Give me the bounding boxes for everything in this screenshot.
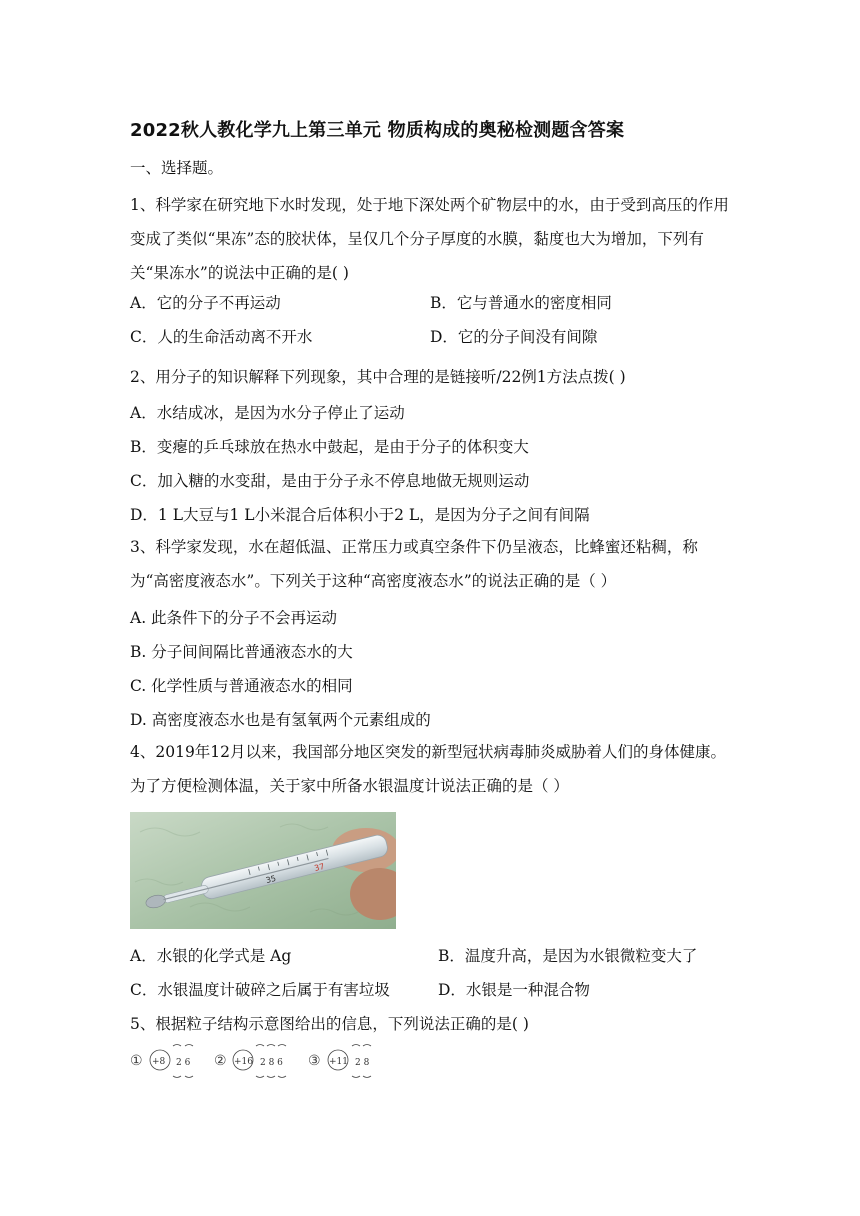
question-3-option-c: C. 化学性质与普通液态水的相同 <box>130 677 353 695</box>
atom-3-nucleus: +11 <box>329 1057 348 1067</box>
document-title: 2022秋人教化学九上第三单元 物质构成的奥秘检测题含答案 <box>130 120 625 141</box>
question-4-options-row-1 <box>130 944 730 966</box>
question-4-options-row-2 <box>130 978 730 1000</box>
question-4-option-c: C．水银温度计破碎之后属于有害垃圾 <box>130 981 390 999</box>
question-2-text: 2、用分子的知识解释下列现象，其中合理的是链接听/22例1方法点拨( ) <box>130 368 626 386</box>
question-1-option-a: A．它的分子不再运动 <box>130 294 281 312</box>
question-1-options-row-1 <box>130 291 730 313</box>
question-3-option-b: B. 分子间间隔比普通液态水的大 <box>130 643 353 661</box>
atom-diagram-3 <box>308 1045 371 1078</box>
atom-1-nucleus: +8 <box>152 1057 166 1067</box>
atom-1-label: ① <box>130 1053 143 1069</box>
atom-3-label: ③ <box>308 1053 321 1069</box>
question-3-option-a: A. 此条件下的分子不会再运动 <box>130 609 338 627</box>
question-3-option-d: D. 高密度液态水也是有氢氧两个元素组成的 <box>130 711 431 729</box>
atom-2-electrons: 2 8 6 <box>260 1058 283 1068</box>
section-heading: 一、选择题。 <box>130 159 224 177</box>
thermometer-label-35: 35 <box>264 873 277 886</box>
thermometer-label-37: 37 <box>313 861 326 873</box>
question-5-text: 5、根据粒子结构示意图给出的信息，下列说法正确的是( ) <box>130 1015 529 1033</box>
question-2-option-b: B．变瘪的乒乓球放在热水中鼓起，是由于分子的体积变大 <box>130 438 529 456</box>
question-4-option-d: D．水银是一种混合物 <box>438 981 590 999</box>
atom-1-electrons: 2 6 <box>176 1058 191 1068</box>
question-1-option-b: B．它与普通水的密度相同 <box>430 294 612 312</box>
question-1-option-d: D．它的分子间没有间隙 <box>430 328 598 346</box>
question-1-text: 1、科学家在研究地下水时发现，处于地下深处两个矿物层中的水，由于受到高压的作用变成了类似“果冻”态的胶状体，呈仅几个分子厚度的水膜，黏度也大为增加，下列有关“果冻水”的说法中正确的是( ) <box>130 196 729 282</box>
question-4-option-a: A．水银的化学式是 Ag <box>130 947 292 965</box>
atom-structure-diagrams <box>130 1040 390 1084</box>
thermometer-photo <box>130 812 396 929</box>
question-2-option-d: D．1 L大豆与1 L小米混合后体积小于2 L，是因为分子之间有间隔 <box>130 506 590 524</box>
question-2-option-a: A．水结成冰，是因为水分子停止了运动 <box>130 404 405 422</box>
question-3-text: 3、科学家发现，水在超低温、正常压力或真空条件下仍呈液态，比蜂蜜还粘稠，称为“高密度液态水”。下列关于这种“高密度液态水”的说法正确的是（ ） <box>130 538 698 590</box>
question-2-option-c: C．加入糖的水变甜，是由于分子永不停息地做无规则运动 <box>130 472 530 490</box>
question-1-option-c: C．人的生命活动离不开水 <box>130 328 313 346</box>
question-1-options-row-2 <box>130 325 730 347</box>
atom-2-nucleus: +16 <box>234 1057 253 1067</box>
question-4-text: 4、2019年12月以来，我国部分地区突发的新型冠状病毒肺炎威胁着人们的身体健康。为了方便检测体温，关于家中所备水银温度计说法正确的是（ ） <box>130 743 727 795</box>
atom-diagram-2 <box>214 1045 286 1078</box>
atom-diagram-1 <box>130 1045 193 1078</box>
atom-3-electrons: 2 8 <box>355 1058 370 1068</box>
atom-2-label: ② <box>214 1053 227 1069</box>
question-4-option-b: B．温度升高，是因为水银微粒变大了 <box>438 947 698 965</box>
